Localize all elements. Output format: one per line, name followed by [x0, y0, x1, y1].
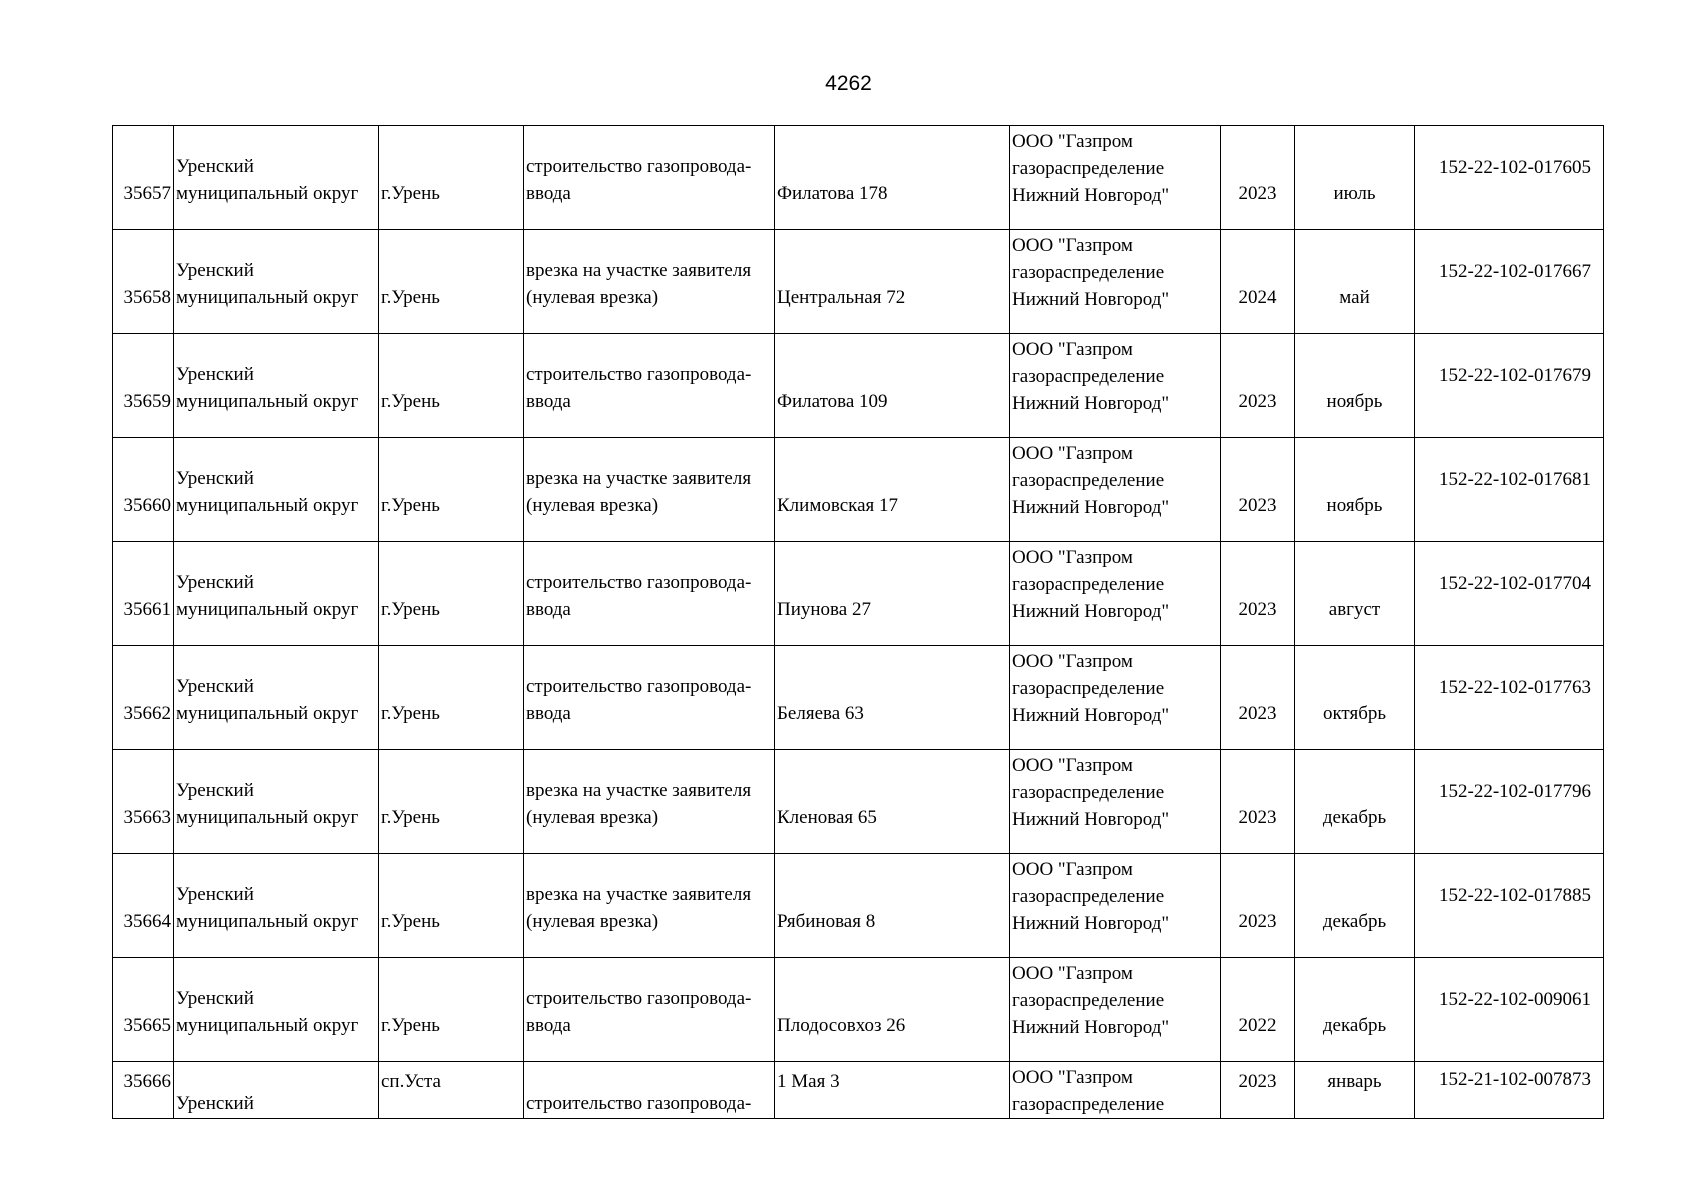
cell-locality-text: г.Урень: [381, 911, 440, 932]
cell-organization-line: газораспределение: [1012, 886, 1165, 907]
cell-organization: [1010, 126, 1221, 230]
cell-municipality: [174, 126, 379, 230]
cell-work-type-line: ввода: [526, 703, 571, 724]
cell-id: [113, 542, 174, 646]
cell-locality-text: г.Урень: [381, 287, 440, 308]
cell-organization-line: ООО "Газпром: [1012, 755, 1133, 776]
cell-organization-line: газораспределение: [1012, 782, 1165, 803]
cell-work-type: [524, 230, 775, 334]
cell-organization-line: газораспределение: [1012, 470, 1165, 491]
cell-year-text: 2024: [1238, 287, 1277, 308]
cell-work-type-line: ввода: [526, 1015, 571, 1036]
cell-number: [1415, 750, 1604, 854]
cell-number: [1415, 646, 1604, 750]
cell-number: [1415, 438, 1604, 542]
cell-id-text: 35666: [123, 1071, 171, 1092]
cell-id: [113, 126, 174, 230]
cell-month-text: август: [1328, 599, 1381, 620]
table-row: [113, 854, 1604, 958]
cell-address-text: Филатова 178: [777, 183, 888, 204]
table-row: [113, 438, 1604, 542]
cell-organization-line: ООО "Газпром: [1012, 339, 1133, 360]
table-row: [113, 126, 1604, 230]
cell-month-text: декабрь: [1322, 911, 1387, 932]
table-row: [113, 230, 1604, 334]
cell-locality-text: г.Урень: [381, 495, 440, 516]
cell-month-text: декабрь: [1322, 1015, 1387, 1036]
cell-locality-text: г.Урень: [381, 807, 440, 828]
cell-id: [113, 958, 174, 1062]
cell-organization-line: ООО "Газпром: [1012, 131, 1133, 152]
cell-work-type-line: (нулевая врезка): [526, 911, 659, 932]
table-row: [113, 646, 1604, 750]
cell-address: [775, 1062, 1010, 1119]
cell-organization-line: ООО "Газпром: [1012, 235, 1133, 256]
cell-locality-text: г.Урень: [381, 1015, 440, 1036]
cell-municipality-line: Уренский: [176, 572, 254, 593]
cell-year-text: 2023: [1238, 911, 1277, 932]
cell-year-text: 2023: [1238, 495, 1277, 516]
cell-organization: [1010, 750, 1221, 854]
cell-work-type-line: (нулевая врезка): [526, 287, 659, 308]
cell-number-text: 152-22-102-017885: [1439, 885, 1591, 906]
cell-id-text: 35657: [123, 183, 171, 204]
cell-month-text: май: [1339, 287, 1370, 308]
cell-work-type-line: строительство газопровода-: [526, 676, 752, 697]
cell-address-text: Плодосовхоз 26: [777, 1015, 906, 1036]
cell-address-text: Филатова 109: [777, 391, 888, 412]
cell-locality-text: г.Урень: [381, 183, 440, 204]
cell-municipality-line: Уренский: [176, 780, 254, 801]
cell-month: [1295, 126, 1415, 230]
cell-number-text: 152-22-102-017605: [1439, 157, 1591, 178]
cell-municipality: [174, 646, 379, 750]
cell-organization-line: Нижний Новгород": [1012, 497, 1170, 518]
cell-work-type-line: (нулевая врезка): [526, 807, 659, 828]
cell-organization-line: газораспределение: [1012, 158, 1165, 179]
cell-year: [1221, 438, 1295, 542]
cell-organization-line: газораспределение: [1012, 574, 1165, 595]
cell-organization-line: Нижний Новгород": [1012, 393, 1170, 414]
cell-number: [1415, 230, 1604, 334]
cell-organization-line: Нижний Новгород": [1012, 1017, 1170, 1038]
cell-locality-text: сп.Уста: [381, 1071, 441, 1092]
cell-work-type: [524, 750, 775, 854]
cell-number: [1415, 126, 1604, 230]
cell-municipality-line: муниципальный округ: [176, 599, 359, 620]
cell-work-type-line: врезка на участке заявителя: [526, 780, 752, 801]
cell-work-type-line: ввода: [526, 183, 571, 204]
cell-id-text: 35665: [123, 1015, 171, 1036]
cell-address: [775, 230, 1010, 334]
cell-month-text: июль: [1333, 183, 1376, 204]
cell-year-text: 2023: [1238, 703, 1277, 724]
cell-organization-line: ООО "Газпром: [1012, 1067, 1133, 1088]
cell-municipality: [174, 438, 379, 542]
cell-locality: [379, 646, 524, 750]
cell-municipality: [174, 958, 379, 1062]
cell-number-text: 152-22-102-017681: [1439, 469, 1591, 490]
cell-work-type: [524, 1062, 775, 1119]
cell-number: [1415, 958, 1604, 1062]
cell-year: [1221, 854, 1295, 958]
cell-number-text: 152-21-102-007873: [1439, 1069, 1591, 1090]
cell-organization-line: газораспределение: [1012, 678, 1165, 699]
cell-id: [113, 750, 174, 854]
cell-municipality-line: муниципальный округ: [176, 703, 359, 724]
cell-year: [1221, 542, 1295, 646]
cell-number: [1415, 542, 1604, 646]
cell-month: [1295, 334, 1415, 438]
cell-month: [1295, 230, 1415, 334]
cell-work-type: [524, 854, 775, 958]
cell-work-type-line: врезка на участке заявителя: [526, 468, 752, 489]
cell-organization-line: ООО "Газпром: [1012, 859, 1133, 880]
cell-municipality: [174, 334, 379, 438]
cell-month: [1295, 750, 1415, 854]
cell-organization-line: ООО "Газпром: [1012, 963, 1133, 984]
cell-organization-line: газораспределение: [1012, 990, 1165, 1011]
cell-month: [1295, 646, 1415, 750]
cell-year: [1221, 230, 1295, 334]
cell-year-text: 2023: [1238, 183, 1277, 204]
cell-year: [1221, 1062, 1295, 1119]
cell-year-text: 2023: [1238, 391, 1277, 412]
cell-address-text: Беляева 63: [777, 703, 864, 724]
cell-locality: [379, 854, 524, 958]
cell-locality: [379, 750, 524, 854]
cell-year: [1221, 334, 1295, 438]
cell-work-type-line: строительство газопровода-: [526, 156, 752, 177]
cell-id-text: 35658: [123, 287, 171, 308]
cell-work-type-line: строительство газопровода-: [526, 572, 752, 593]
cell-municipality-line: муниципальный округ: [176, 495, 359, 516]
cell-id: [113, 1062, 174, 1119]
cell-organization: [1010, 334, 1221, 438]
cell-municipality-line: муниципальный округ: [176, 391, 359, 412]
cell-organization-line: Нижний Новгород": [1012, 809, 1170, 830]
cell-municipality-line: муниципальный округ: [176, 911, 359, 932]
cell-municipality: [174, 1062, 379, 1119]
cell-organization-line: газораспределение: [1012, 366, 1165, 387]
cell-municipality: [174, 854, 379, 958]
cell-organization-line: ООО "Газпром: [1012, 651, 1133, 672]
cell-locality: [379, 542, 524, 646]
cell-work-type: [524, 542, 775, 646]
cell-address: [775, 854, 1010, 958]
cell-id: [113, 230, 174, 334]
cell-year-text: 2023: [1238, 599, 1277, 620]
cell-month: [1295, 958, 1415, 1062]
cell-municipality-line: Уренский: [176, 676, 254, 697]
cell-organization: [1010, 542, 1221, 646]
cell-id: [113, 854, 174, 958]
table-row: [113, 1062, 1604, 1119]
cell-number-text: 152-22-102-009061: [1439, 989, 1591, 1010]
cell-municipality-line: Уренский: [176, 260, 254, 281]
cell-work-type-line: (нулевая врезка): [526, 495, 659, 516]
cell-month-text: октябрь: [1322, 703, 1387, 724]
cell-work-type: [524, 334, 775, 438]
cell-municipality: [174, 750, 379, 854]
cell-id: [113, 438, 174, 542]
cell-municipality-line: Уренский: [176, 364, 254, 385]
cell-address: [775, 958, 1010, 1062]
cell-address-text: Климовская 17: [777, 495, 899, 516]
cell-municipality: [174, 230, 379, 334]
cell-address: [775, 438, 1010, 542]
cell-month: [1295, 542, 1415, 646]
cell-address-text: Пиунова 27: [777, 599, 871, 620]
cell-id-text: 35660: [123, 495, 171, 516]
cell-number-text: 152-22-102-017704: [1439, 573, 1591, 594]
cell-number: [1415, 1062, 1604, 1119]
cell-month-text: январь: [1327, 1071, 1382, 1092]
cell-month-text: ноябрь: [1326, 495, 1383, 516]
cell-locality-text: г.Урень: [381, 391, 440, 412]
cell-locality: [379, 230, 524, 334]
cell-municipality-line: Уренский: [176, 156, 254, 177]
cell-address-text: Центральная 72: [777, 287, 906, 308]
cell-work-type: [524, 438, 775, 542]
cell-year-text: 2023: [1238, 807, 1277, 828]
cell-locality: [379, 126, 524, 230]
cell-number-text: 152-22-102-017763: [1439, 677, 1591, 698]
cell-organization-line: Нижний Новгород": [1012, 289, 1170, 310]
cell-organization-line: Нижний Новгород": [1012, 913, 1170, 934]
cell-municipality-line: муниципальный округ: [176, 183, 359, 204]
data-table: [112, 125, 1604, 1119]
cell-address: [775, 126, 1010, 230]
cell-organization-line: газораспределение: [1012, 262, 1165, 283]
cell-locality: [379, 958, 524, 1062]
cell-id-text: 35659: [123, 391, 171, 412]
cell-organization-line: газораспределение: [1012, 1094, 1165, 1115]
cell-organization-line: Нижний Новгород": [1012, 705, 1170, 726]
cell-organization: [1010, 438, 1221, 542]
cell-year: [1221, 126, 1295, 230]
cell-locality: [379, 1062, 524, 1119]
cell-id-text: 35663: [123, 807, 171, 828]
cell-work-type: [524, 958, 775, 1062]
cell-id-text: 35661: [123, 599, 171, 620]
cell-address-text: Кленовая 65: [777, 807, 877, 828]
cell-locality: [379, 438, 524, 542]
cell-locality: [379, 334, 524, 438]
cell-year-text: 2023: [1238, 1071, 1277, 1092]
cell-number: [1415, 854, 1604, 958]
cell-number-text: 152-22-102-017679: [1439, 365, 1591, 386]
cell-number-text: 152-22-102-017667: [1439, 261, 1591, 282]
cell-organization-line: Нижний Новгород": [1012, 601, 1170, 622]
cell-work-type: [524, 646, 775, 750]
cell-work-type-line: ввода: [526, 391, 571, 412]
cell-municipality: [174, 542, 379, 646]
table-row: [113, 542, 1604, 646]
cell-municipality-line: муниципальный округ: [176, 1015, 359, 1036]
cell-address: [775, 646, 1010, 750]
table-row: [113, 750, 1604, 854]
cell-municipality-line: Уренский: [176, 884, 254, 905]
cell-year: [1221, 750, 1295, 854]
cell-locality-text: г.Урень: [381, 599, 440, 620]
cell-locality-text: г.Урень: [381, 703, 440, 724]
table-row: [113, 958, 1604, 1062]
cell-year: [1221, 646, 1295, 750]
cell-municipality-line: муниципальный округ: [176, 287, 359, 308]
cell-work-type-line: строительство газопровода-: [526, 364, 752, 385]
cell-address-text: Рябиновая 8: [777, 911, 876, 932]
cell-organization: [1010, 1062, 1221, 1119]
page-number: 4262: [825, 72, 872, 95]
cell-municipality-line: Уренский: [176, 468, 254, 489]
cell-municipality-line: Уренский: [176, 988, 254, 1009]
cell-id-text: 35662: [123, 703, 171, 724]
cell-month: [1295, 1062, 1415, 1119]
cell-id-text: 35664: [123, 911, 171, 932]
cell-work-type-line: ввода: [526, 599, 571, 620]
cell-organization: [1010, 646, 1221, 750]
cell-year: [1221, 958, 1295, 1062]
cell-work-type: [524, 126, 775, 230]
cell-month-text: декабрь: [1322, 807, 1387, 828]
cell-address: [775, 542, 1010, 646]
cell-work-type-line: врезка на участке заявителя: [526, 884, 752, 905]
cell-month: [1295, 854, 1415, 958]
table-row: [113, 334, 1604, 438]
cell-number: [1415, 334, 1604, 438]
cell-municipality-line: Уренский: [176, 1093, 254, 1114]
cell-number-text: 152-22-102-017796: [1439, 781, 1591, 802]
cell-address: [775, 334, 1010, 438]
cell-address-text: 1 Мая 3: [777, 1071, 840, 1092]
cell-month-text: ноябрь: [1326, 391, 1383, 412]
cell-organization: [1010, 958, 1221, 1062]
cell-organization: [1010, 854, 1221, 958]
cell-work-type-line: врезка на участке заявителя: [526, 260, 752, 281]
cell-address: [775, 750, 1010, 854]
cell-id: [113, 334, 174, 438]
cell-year-text: 2022: [1238, 1015, 1277, 1036]
cell-organization-line: Нижний Новгород": [1012, 185, 1170, 206]
cell-month: [1295, 438, 1415, 542]
cell-work-type-line: строительство газопровода-: [526, 1093, 752, 1114]
cell-organization: [1010, 230, 1221, 334]
cell-organization-line: ООО "Газпром: [1012, 547, 1133, 568]
cell-id: [113, 646, 174, 750]
cell-organization-line: ООО "Газпром: [1012, 443, 1133, 464]
cell-municipality-line: муниципальный округ: [176, 807, 359, 828]
cell-work-type-line: строительство газопровода-: [526, 988, 752, 1009]
